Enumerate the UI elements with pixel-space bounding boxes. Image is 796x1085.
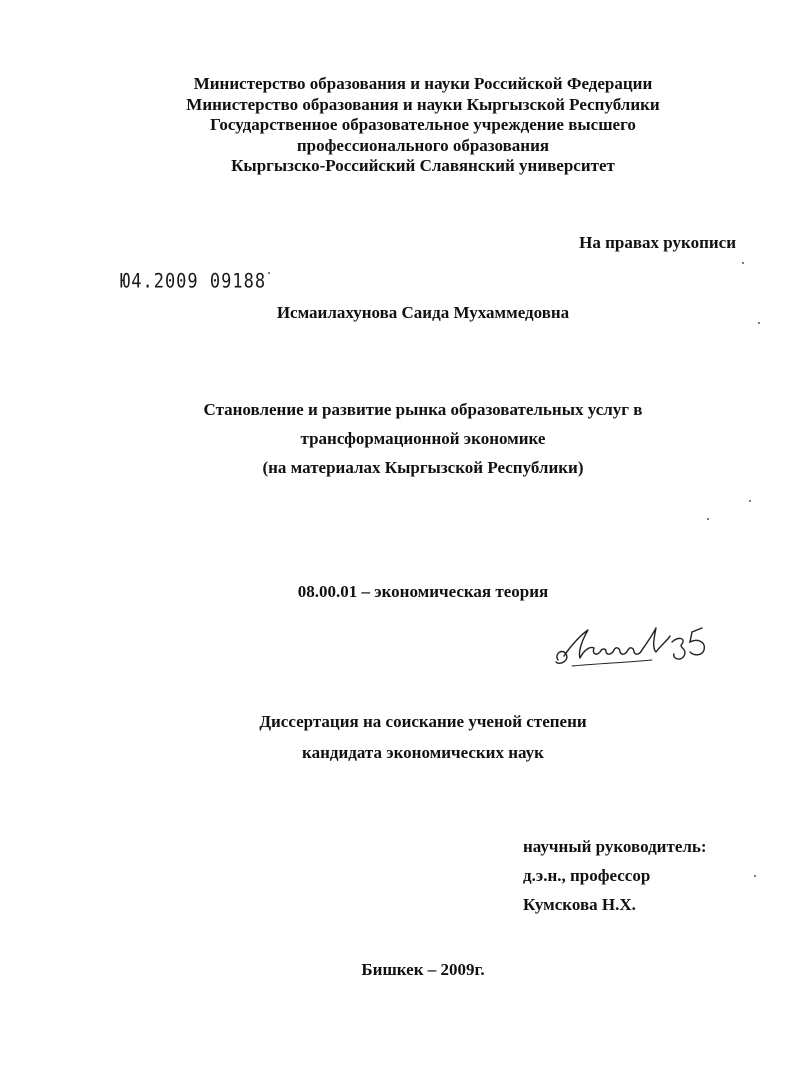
scan-speck <box>707 518 709 520</box>
scan-speck <box>758 322 760 324</box>
title-line-1: Становление и развитие рынка образовательных услуг в <box>203 400 643 419</box>
scan-speck <box>754 875 756 877</box>
author-name: Исмаилахунова Саида Мухаммедовна <box>276 303 570 322</box>
header-line-institution-type: Государственное образовательное учреждение высшего <box>210 115 636 134</box>
institution-header <box>0 74 796 177</box>
supervisor-degree: д.э.н., профессор <box>523 866 651 885</box>
supervisor-info <box>523 832 707 919</box>
supervisor-role: научный руководитель: <box>523 837 707 856</box>
degree-statement <box>0 706 796 768</box>
scan-speck <box>268 272 270 274</box>
dissertation-title <box>0 395 796 482</box>
degree-line-2: кандидата экономических наук <box>302 743 544 762</box>
header-line-education-level: профессионального образования <box>296 135 550 155</box>
header-line-ministry-rf: Министерство образования и науки Российской Федерации <box>193 74 653 93</box>
specialty-code: 08.00.01 – экономическая теория <box>297 582 549 601</box>
manuscript-rights-note: На правах рукописи <box>579 233 736 252</box>
scan-speck <box>742 262 744 264</box>
degree-line-1: Диссертация на соискание ученой степени <box>259 712 587 731</box>
scan-speck <box>749 500 751 502</box>
header-line-ministry-kr: Министерство образования и науки Кыргызской Республики <box>186 94 660 114</box>
supervisor-name: Кумскова Н.Х. <box>523 895 636 914</box>
header-line-university: Кыргызско-Российский Славянский университет <box>231 156 615 175</box>
title-line-2: трансформационной экономике <box>300 429 546 448</box>
handwritten-signature <box>552 614 732 674</box>
library-stamp-number: Ю4.2009 09188 <box>120 270 267 293</box>
title-line-3: (на материалах Кыргызской Республики) <box>262 458 584 477</box>
city-year: Бишкек – 2009г. <box>361 960 485 979</box>
